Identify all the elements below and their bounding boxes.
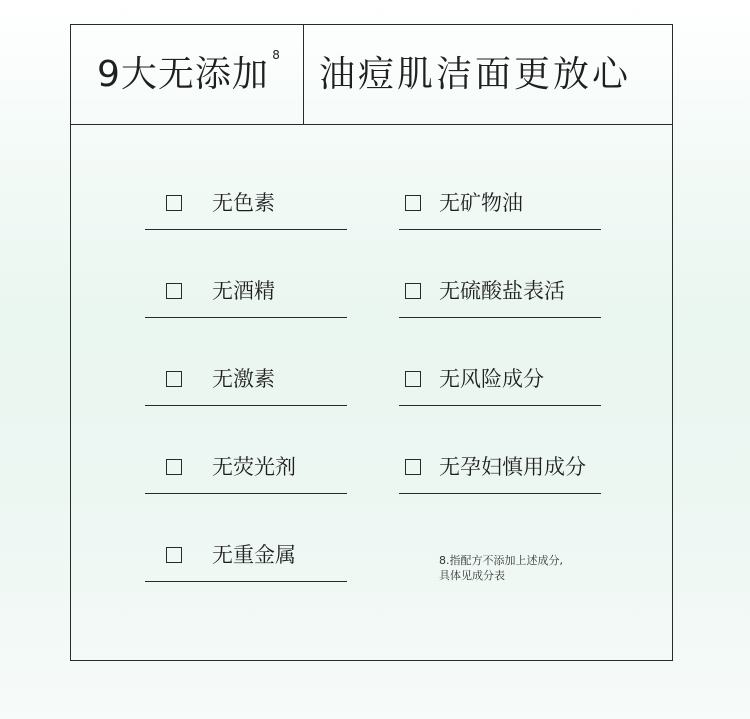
card-header — [71, 25, 672, 125]
underline — [145, 317, 347, 318]
left-title-text: 9大无添加 — [97, 54, 269, 95]
check-item-no-hormone — [145, 362, 347, 406]
header-right-title: 油痘肌洁面更放心 — [319, 54, 632, 95]
header-left-title — [97, 48, 281, 97]
check-item-no-pregnancy-caution — [399, 450, 601, 494]
checkbox-icon — [166, 459, 182, 475]
underline — [399, 405, 601, 406]
check-item-label: 无重金属 — [212, 543, 296, 567]
checkbox-icon — [166, 547, 182, 563]
checkbox-icon — [405, 371, 421, 387]
checkbox-icon — [166, 371, 182, 387]
checkbox-icon — [166, 195, 182, 211]
check-item-no-sulfate — [399, 274, 601, 318]
check-item-label: 无孕妇慎用成分 — [439, 455, 586, 479]
underline — [145, 405, 347, 406]
underline — [145, 581, 347, 582]
check-item-no-risk-ingredient — [399, 362, 601, 406]
underline — [399, 229, 601, 230]
header-divider — [303, 25, 304, 125]
checkbox-icon — [405, 459, 421, 475]
footnote-line-1: 8.指配方不添加上述成分, — [439, 554, 563, 567]
info-card — [70, 24, 673, 661]
check-item-no-colorant — [145, 186, 347, 230]
check-item-no-mineral-oil — [399, 186, 601, 230]
footnote — [439, 553, 563, 583]
check-item-label: 无酒精 — [212, 279, 275, 303]
checkbox-icon — [166, 283, 182, 299]
check-item-label: 无矿物油 — [439, 191, 523, 215]
footnote-superscript: 8 — [272, 48, 281, 62]
check-item-label: 无激素 — [212, 367, 275, 391]
checkbox-icon — [405, 195, 421, 211]
underline — [399, 493, 601, 494]
underline — [145, 493, 347, 494]
check-item-label: 无风险成分 — [439, 367, 544, 391]
check-item-no-heavy-metal — [145, 538, 347, 582]
footnote-line-2: 具体见成分表 — [439, 569, 505, 582]
check-item-label: 无硫酸盐表活 — [439, 279, 565, 303]
check-item-no-fluorescent — [145, 450, 347, 494]
check-item-label: 无荧光剂 — [212, 455, 296, 479]
checkbox-icon — [405, 283, 421, 299]
underline — [145, 229, 347, 230]
check-item-no-alcohol — [145, 274, 347, 318]
check-item-label: 无色素 — [212, 191, 275, 215]
underline — [399, 317, 601, 318]
